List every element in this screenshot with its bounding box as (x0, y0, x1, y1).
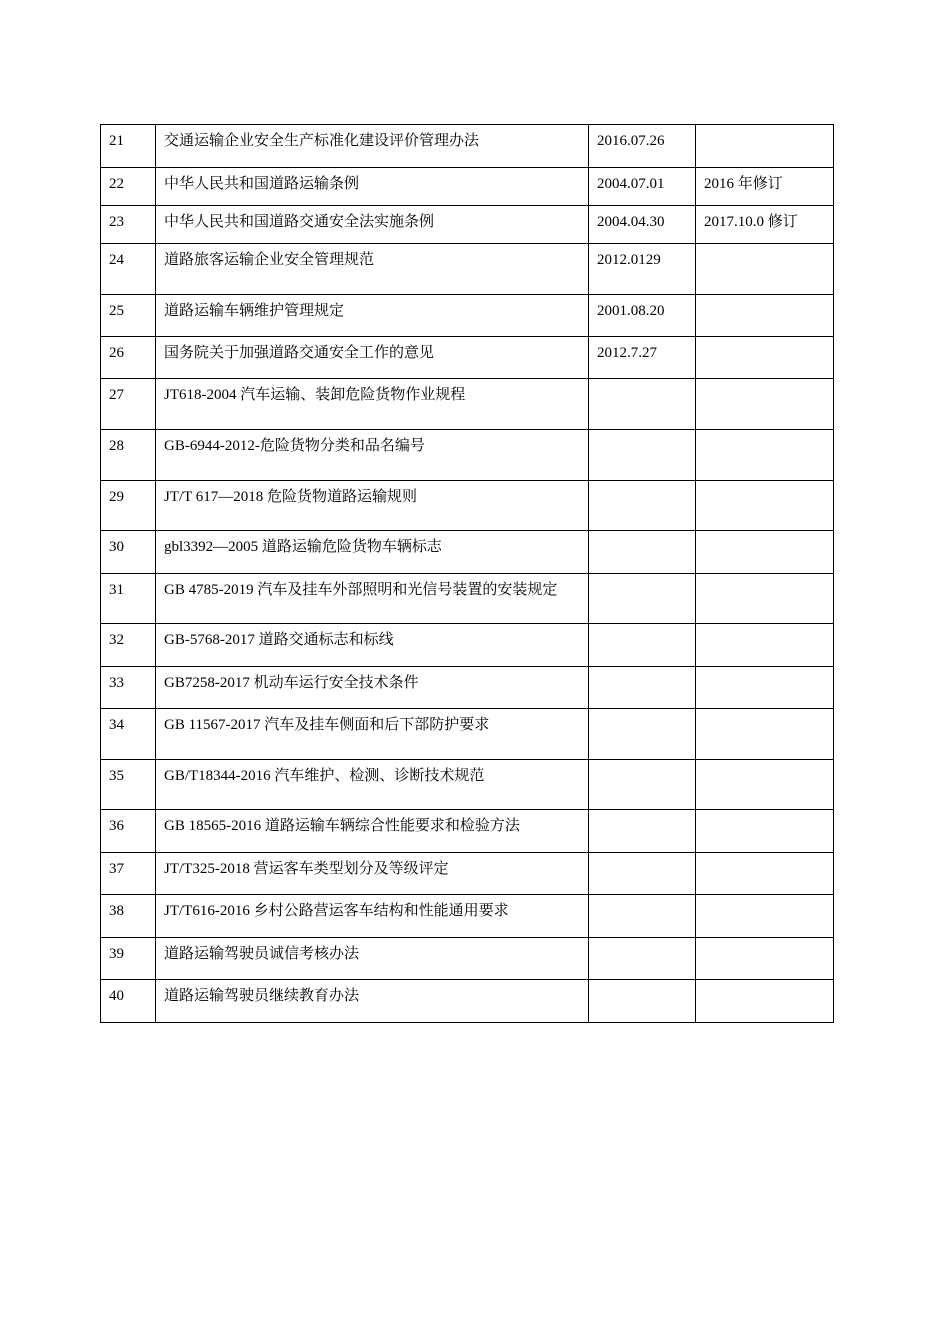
revision-note (696, 709, 834, 760)
revision-note (696, 760, 834, 810)
row-number: 26 (101, 337, 156, 379)
row-number: 30 (101, 531, 156, 574)
revision-note: 2016 年修订 (696, 168, 834, 206)
regulation-name: GB 4785-2019 汽车及挂车外部照明和光信号装置的安装规定 (156, 574, 589, 624)
effective-date (589, 379, 696, 430)
row-number: 22 (101, 168, 156, 206)
effective-date (589, 760, 696, 810)
regulation-name: 道路运输驾驶员诚信考核办法 (156, 938, 589, 980)
revision-note (696, 810, 834, 853)
table-row (101, 709, 834, 760)
revision-note (696, 295, 834, 337)
row-number: 33 (101, 667, 156, 709)
regulation-name: GB 11567-2017 汽车及挂车侧面和后下部防护要求 (156, 709, 589, 760)
table-row (101, 430, 834, 481)
table-row (101, 125, 834, 168)
effective-date (589, 574, 696, 624)
row-number: 40 (101, 980, 156, 1023)
row-number: 34 (101, 709, 156, 760)
effective-date (589, 938, 696, 980)
row-number: 31 (101, 574, 156, 624)
effective-date: 2016.07.26 (589, 125, 696, 168)
table-row (101, 244, 834, 295)
regulation-name: GB-6944-2012-危险货物分类和品名编号 (156, 430, 589, 481)
effective-date (589, 709, 696, 760)
revision-note (696, 244, 834, 295)
row-number: 35 (101, 760, 156, 810)
regulation-name: JT/T616-2016 乡村公路营运客车结构和性能通用要求 (156, 895, 589, 938)
row-number: 29 (101, 481, 156, 531)
table-row (101, 895, 834, 938)
revision-note: 2017.10.0 修订 (696, 206, 834, 244)
effective-date (589, 980, 696, 1023)
regulation-name: GB-5768-2017 道路交通标志和标线 (156, 624, 589, 667)
revision-note (696, 481, 834, 531)
row-number: 25 (101, 295, 156, 337)
regulations-table (100, 124, 834, 1023)
effective-date: 2004.04.30 (589, 206, 696, 244)
effective-date: 2004.07.01 (589, 168, 696, 206)
effective-date: 2012.7.27 (589, 337, 696, 379)
revision-note (696, 853, 834, 895)
revision-note (696, 125, 834, 168)
effective-date: 2001.08.20 (589, 295, 696, 337)
table-row (101, 574, 834, 624)
effective-date (589, 481, 696, 531)
regulation-name: JT/T325-2018 营运客车类型划分及等级评定 (156, 853, 589, 895)
regulation-name: JT618-2004 汽车运输、装卸危险货物作业规程 (156, 379, 589, 430)
row-number: 39 (101, 938, 156, 980)
table-row (101, 853, 834, 895)
effective-date (589, 531, 696, 574)
regulation-name: 国务院关于加强道路交通安全工作的意见 (156, 337, 589, 379)
row-number: 28 (101, 430, 156, 481)
regulation-name: 道路运输驾驶员继续教育办法 (156, 980, 589, 1023)
effective-date (589, 853, 696, 895)
effective-date (589, 895, 696, 938)
revision-note (696, 531, 834, 574)
row-number: 37 (101, 853, 156, 895)
table-row (101, 206, 834, 244)
regulation-name: 道路运输车辆维护管理规定 (156, 295, 589, 337)
effective-date (589, 430, 696, 481)
revision-note (696, 980, 834, 1023)
revision-note (696, 624, 834, 667)
revision-note (696, 895, 834, 938)
effective-date: 2012.0129 (589, 244, 696, 295)
table-body (101, 125, 834, 1023)
regulation-name: 交通运输企业安全生产标准化建设评价管理办法 (156, 125, 589, 168)
regulation-name: 道路旅客运输企业安全管理规范 (156, 244, 589, 295)
table-row (101, 760, 834, 810)
regulation-name: GB 18565-2016 道路运输车辆综合性能要求和检验方法 (156, 810, 589, 853)
row-number: 27 (101, 379, 156, 430)
revision-note (696, 667, 834, 709)
revision-note (696, 379, 834, 430)
revision-note (696, 337, 834, 379)
regulation-name: gbl3392—2005 道路运输危险货物车辆标志 (156, 531, 589, 574)
row-number: 23 (101, 206, 156, 244)
row-number: 21 (101, 125, 156, 168)
regulation-name: GB/T18344-2016 汽车维护、检测、诊断技术规范 (156, 760, 589, 810)
revision-note (696, 430, 834, 481)
table-row (101, 379, 834, 430)
table-row (101, 168, 834, 206)
revision-note (696, 938, 834, 980)
regulation-name: 中华人民共和国道路交通安全法实施条例 (156, 206, 589, 244)
table-row (101, 938, 834, 980)
revision-note (696, 574, 834, 624)
table-row (101, 481, 834, 531)
table-row (101, 337, 834, 379)
table-row (101, 624, 834, 667)
table-row (101, 810, 834, 853)
regulation-name: JT/T 617—2018 危险货物道路运输规则 (156, 481, 589, 531)
table-row (101, 531, 834, 574)
regulation-name: GB7258-2017 机动车运行安全技术条件 (156, 667, 589, 709)
effective-date (589, 667, 696, 709)
effective-date (589, 810, 696, 853)
effective-date (589, 624, 696, 667)
table-row (101, 667, 834, 709)
row-number: 32 (101, 624, 156, 667)
table-row (101, 295, 834, 337)
table-row (101, 980, 834, 1023)
row-number: 36 (101, 810, 156, 853)
row-number: 38 (101, 895, 156, 938)
regulation-name: 中华人民共和国道路运输条例 (156, 168, 589, 206)
row-number: 24 (101, 244, 156, 295)
